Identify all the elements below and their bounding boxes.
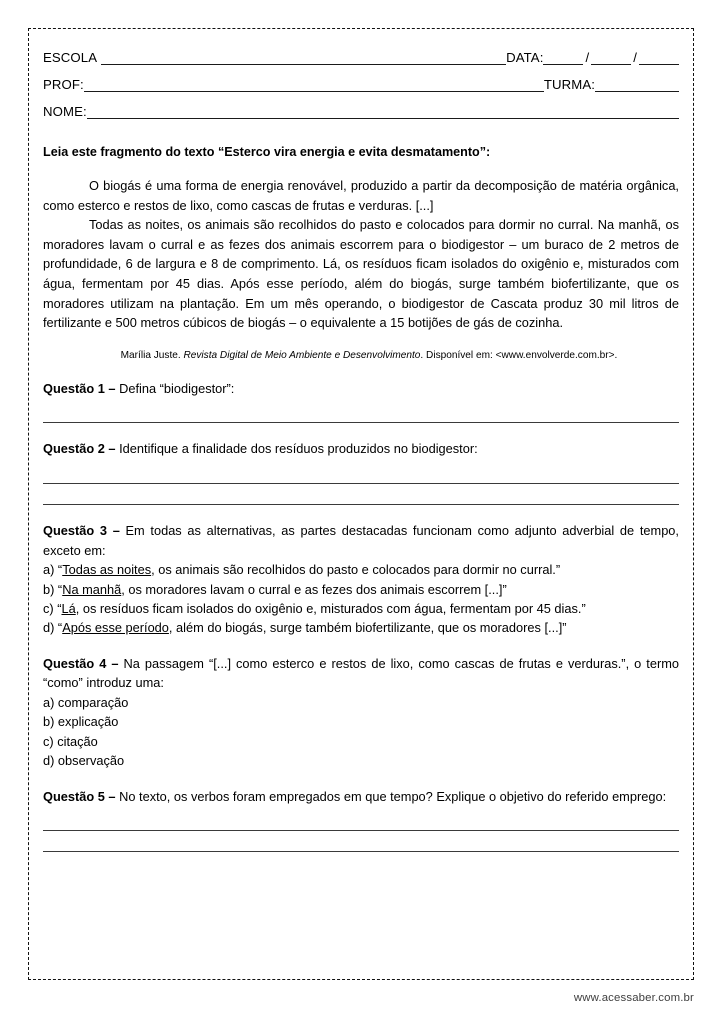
passage-paragraph: O biogás é uma forma de energia renovável, produzido a partir da decomposição de matéria orgânica, como esterco e restos de lixo, como cascas de frutas e verduras. [...] (43, 178, 679, 213)
alternative-text: b) explicação (43, 714, 119, 730)
worksheet-frame (28, 28, 694, 980)
alternative-text: a) comparação (43, 694, 129, 710)
reading-passage (43, 176, 679, 333)
answer-lines (43, 810, 679, 852)
school-date-row (43, 39, 679, 66)
question-statement: Na passagem “[...] como esterco e restos de lixo, como cascas de frutas e verduras.”, o termo “como” introduz uma: (43, 655, 679, 691)
question-label: Questão 1 – (43, 380, 120, 396)
question-prompt (43, 654, 679, 693)
class-label: TURMA: (543, 77, 595, 92)
question-prompt (43, 787, 679, 807)
citation-source-title: Revista Digital de Meio Ambiente e Desenvolvimento (183, 349, 421, 361)
answer-line[interactable] (43, 402, 679, 423)
answer-line[interactable] (43, 484, 679, 505)
alternative-highlight: Na manhã (62, 581, 122, 597)
question-alternative[interactable] (43, 693, 679, 712)
alternative-marker: d) “ (43, 620, 63, 636)
answer-lines (43, 402, 679, 423)
answer-line[interactable] (43, 831, 679, 852)
alternative-text: , os animais são recolhidos do pasto e colocados para dormir no curral.” (151, 562, 561, 578)
question-block (43, 654, 679, 771)
school-label: ESCOLA (43, 50, 98, 65)
date-slash-2: / (633, 50, 637, 65)
alternative-highlight: Todas as noites (62, 562, 152, 578)
class-input-line[interactable] (595, 78, 679, 92)
question-label: Questão 3 – (43, 522, 126, 538)
citation-author: Marília Juste. (120, 349, 184, 361)
alternative-highlight: Lá (61, 600, 76, 616)
alternative-text: , os moradores lavam o curral e as fezes dos animais escorrem [...]” (121, 581, 507, 597)
teacher-input-line[interactable] (84, 78, 544, 92)
question-prompt (43, 379, 679, 399)
passage-paragraph: Todas as noites, os animais são recolhidos do pasto e colocados para dormir no curral. Na manhã, os moradores lavam o curral e as fezes dos animais escorrem para o biodigestor – um buraco de 2 metros de profundidade, 6 de largura e 8 de comprimento. Lá, os resíduos ficam isolados do oxigênio e, misturados com água, fermentam por 45 dias. Após esse período, além do biogás, surge também biofertilizante, que os moradores utilizam na plantação. Em um mês operando, o biodigestor de Cascata produz 30 mil litros de fertilizante e 500 metros cúbicos de biogás – o equivalente a 15 botijões de gás de cozinha. (43, 217, 679, 331)
question-statement: No texto, os verbos foram empregados em que tempo? Explique o objetivo do referido emprego: (119, 788, 667, 804)
question-alternative[interactable] (43, 560, 679, 579)
name-input-line[interactable] (87, 105, 679, 119)
identification-header (43, 39, 679, 120)
question-statement: Identifique a finalidade dos resíduos produzidos no biodigestor: (119, 441, 478, 457)
passage-citation (43, 349, 679, 363)
question-alternative[interactable] (43, 580, 679, 599)
question-block (43, 379, 679, 424)
question-alternative[interactable] (43, 712, 679, 731)
question-alternative[interactable] (43, 599, 679, 618)
citation-availability: . Disponível em: <www.envolverde.com.br>. (420, 349, 618, 361)
school-input-line[interactable] (101, 51, 506, 65)
date-month-line[interactable] (591, 51, 631, 65)
answer-lines (43, 463, 679, 505)
question-alternative[interactable] (43, 732, 679, 751)
questions-list (43, 379, 679, 852)
alternative-text: , além do biogás, surge também biofertilizante, que os moradores [...]” (168, 620, 567, 636)
alternative-marker: c) “ (43, 600, 62, 616)
question-block (43, 787, 679, 853)
question-prompt (43, 439, 679, 459)
alternative-text: c) citação (43, 733, 98, 749)
question-statement: Defina “biodigestor”: (119, 380, 235, 396)
question-alternative[interactable] (43, 618, 679, 637)
answer-line[interactable] (43, 810, 679, 831)
instruction-heading: Leia este fragmento do texto “Esterco vira energia e evita desmatamento”: (43, 145, 491, 159)
student-name-row (43, 93, 679, 120)
teacher-label: PROF: (43, 77, 84, 92)
alternative-marker: b) “ (43, 581, 63, 597)
alternative-highlight: Após esse período (62, 620, 169, 636)
teacher-class-row (43, 66, 679, 93)
question-prompt (43, 521, 679, 560)
question-block (43, 521, 679, 638)
question-label: Questão 5 – (43, 788, 120, 804)
footer-credit: www.acessaber.com.br (573, 992, 694, 1004)
question-label: Questão 2 – (43, 441, 120, 457)
date-day-line[interactable] (543, 51, 583, 65)
question-block (43, 439, 679, 505)
alternative-text: d) observação (43, 753, 125, 769)
date-year-line[interactable] (639, 51, 679, 65)
answer-line[interactable] (43, 463, 679, 484)
alternative-marker: a) “ (43, 562, 63, 578)
name-label: NOME: (43, 104, 87, 119)
question-statement: Em todas as alternativas, as partes destacadas funcionam como adjunto adverbial de tempo, exceto em: (43, 522, 679, 558)
date-label: DATA: (506, 50, 544, 65)
question-alternative[interactable] (43, 751, 679, 770)
alternative-text: , os resíduos ficam isolados do oxigênio e, misturados com água, fermentam por 45 dias.” (75, 600, 586, 616)
date-slash-1: / (585, 50, 590, 65)
question-label: Questão 4 – (43, 655, 124, 671)
